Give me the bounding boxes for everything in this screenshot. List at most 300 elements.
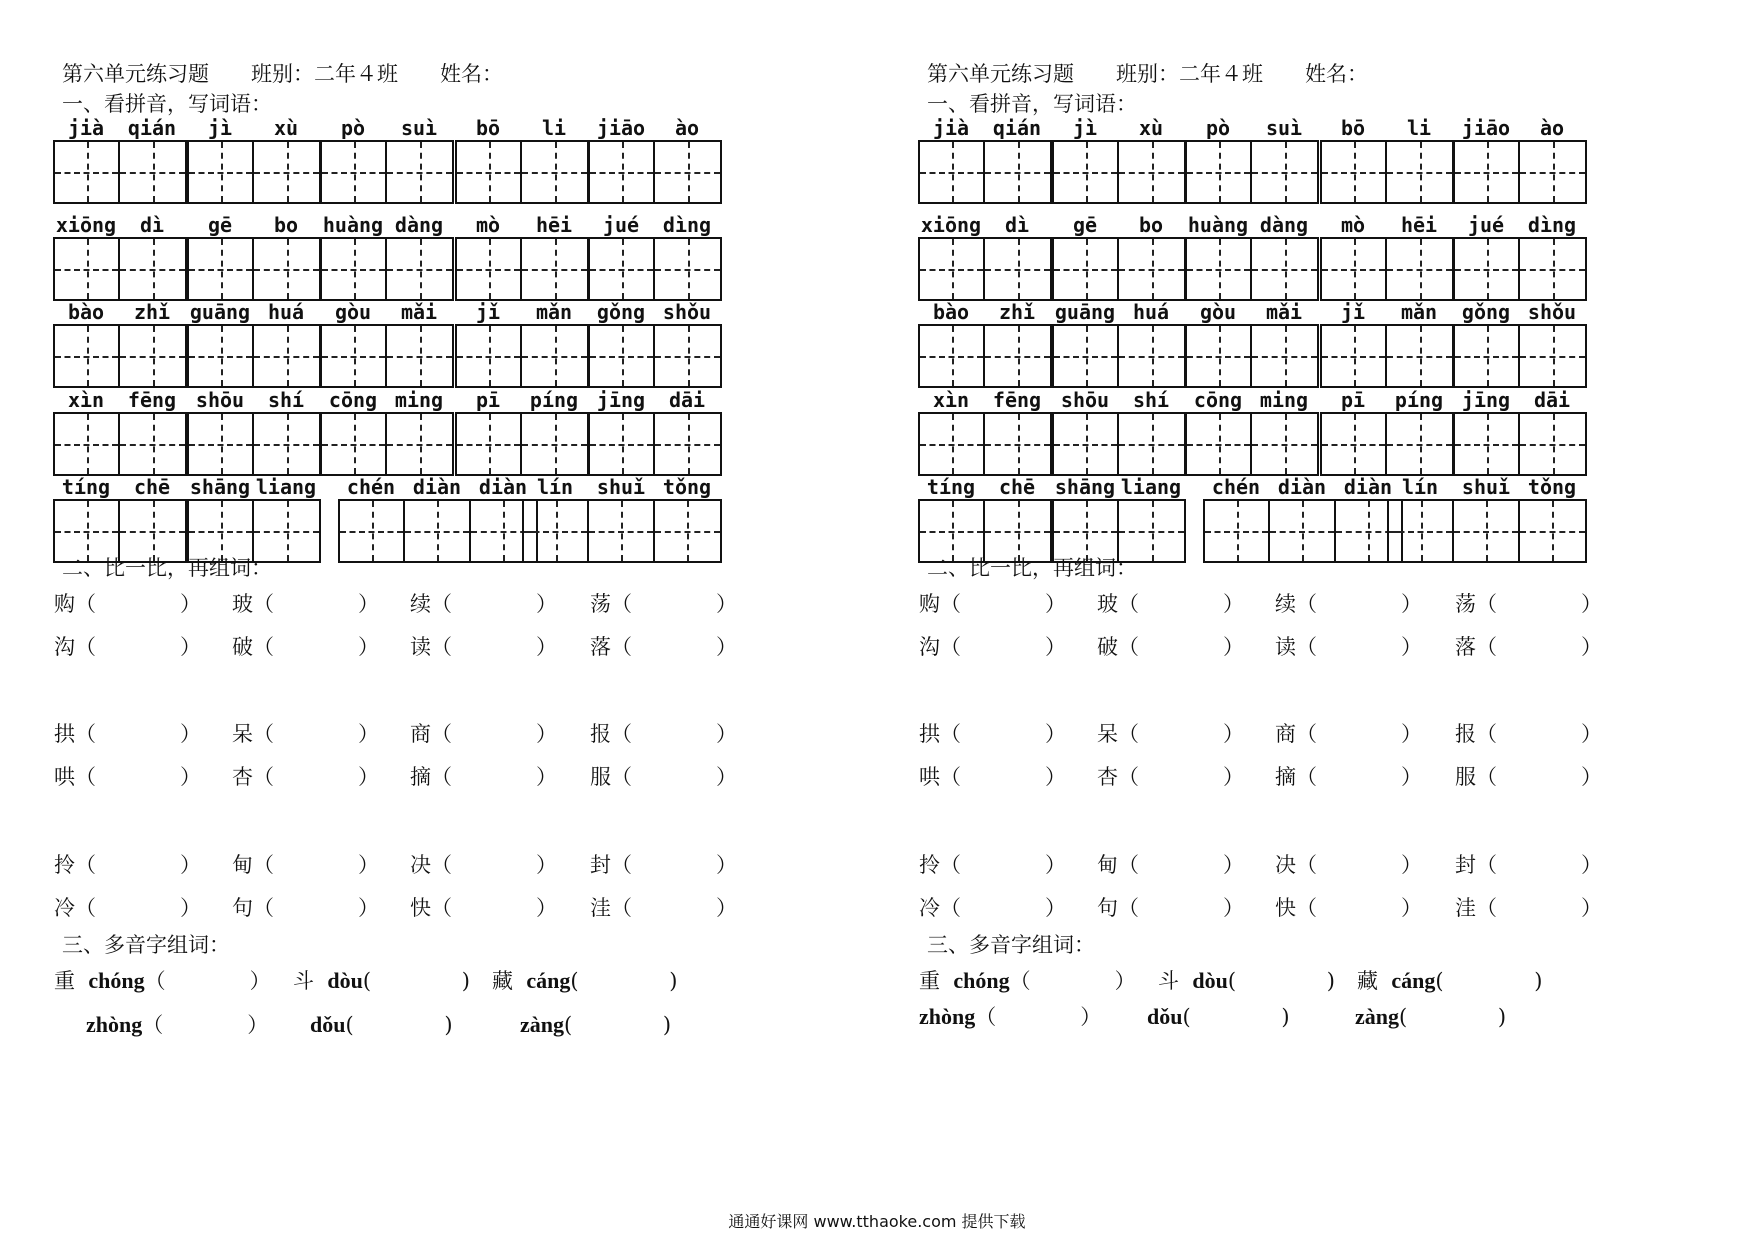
compare-item[interactable]: 甸（ ） <box>1097 853 1244 877</box>
pinyin-syllable: diàn <box>412 475 462 499</box>
compare-item[interactable]: 玻（ ） <box>1097 592 1244 616</box>
compare-row <box>919 631 1685 661</box>
tianzige-box[interactable] <box>1320 237 1454 301</box>
polyphone-row <box>919 965 1685 997</box>
pinyin-syllable: shuǐ <box>1461 475 1511 499</box>
tianzige-cell[interactable] <box>655 239 720 299</box>
header-class-label: 班别：二年４班 <box>1116 62 1263 86</box>
tianzige-cell[interactable] <box>590 142 655 202</box>
pinyin-syllable: gòu <box>334 300 372 324</box>
tianzige-cell[interactable] <box>1520 326 1585 386</box>
polyphone-blank: （ ） <box>144 969 271 993</box>
polyphone-char: 藏 <box>1357 969 1378 993</box>
pinyin-syllable: bo <box>273 213 299 237</box>
tianzige-cell[interactable] <box>1455 239 1520 299</box>
pinyin-syllable: jué <box>1467 213 1505 237</box>
tianzige-box[interactable] <box>1203 499 1403 563</box>
compare-row <box>919 761 1685 791</box>
tianzige-box[interactable] <box>1453 237 1587 301</box>
tianzige-box[interactable] <box>1387 499 1587 563</box>
pinyin-syllable: xìn <box>932 388 970 412</box>
pinyin-syllable: shāng <box>189 475 251 499</box>
pinyin-syllable: jǐ <box>1340 300 1366 324</box>
tianzige-box[interactable] <box>320 324 454 388</box>
tianzige-cell[interactable] <box>590 326 655 386</box>
footer-credit: 通通好课网 www.tthaoke.com 提供下载 <box>728 1212 1026 1231</box>
polyphone-blank: ( ) <box>570 969 678 993</box>
pinyin-syllable: shǒu <box>1527 300 1577 324</box>
compare-item[interactable]: 沟（ ） <box>54 635 201 659</box>
tianzige-cell[interactable] <box>1054 142 1119 202</box>
polyphone-pinyin: zàng <box>520 1012 564 1037</box>
polyphone-item[interactable] <box>1158 965 1335 995</box>
compare-item[interactable]: 破（ ） <box>1097 635 1244 659</box>
tianzige-cell[interactable] <box>1520 414 1585 474</box>
tianzige-cell[interactable] <box>1455 414 1520 474</box>
tianzige-cell[interactable] <box>1387 414 1452 474</box>
compare-item[interactable]: 拱（ ） <box>54 722 201 746</box>
tianzige-box[interactable] <box>1185 237 1319 301</box>
polyphone-char: 斗 <box>1158 969 1179 993</box>
pinyin-syllable: bō <box>1340 116 1366 140</box>
tianzige-cell[interactable] <box>120 239 185 299</box>
tianzige-box[interactable] <box>1453 412 1587 476</box>
tianzige-cell[interactable] <box>1054 326 1119 386</box>
tianzige-cell[interactable] <box>189 326 254 386</box>
tianzige-box[interactable] <box>1320 140 1454 204</box>
compare-item[interactable]: 冷（ ） <box>54 896 201 920</box>
pinyin-syllable: cōng <box>328 388 378 412</box>
compare-item[interactable]: 拱（ ） <box>919 722 1066 746</box>
tianzige-cell[interactable] <box>55 142 120 202</box>
tianzige-box[interactable] <box>588 412 722 476</box>
compare-item[interactable]: 落（ ） <box>590 635 737 659</box>
pinyin-syllable: cōng <box>1193 388 1243 412</box>
tianzige-cell[interactable] <box>522 142 587 202</box>
tianzige-box[interactable] <box>320 237 454 301</box>
polyphone-item[interactable] <box>293 965 470 995</box>
tianzige-cell[interactable] <box>55 239 120 299</box>
tianzige-box[interactable] <box>1320 324 1454 388</box>
pinyin-syllable: dìng <box>1527 213 1577 237</box>
polyphone-row <box>919 1001 1685 1033</box>
compare-item[interactable]: 破（ ） <box>232 635 379 659</box>
compare-item[interactable]: 洼（ ） <box>590 896 737 920</box>
tianzige-cell[interactable] <box>55 414 120 474</box>
worksheet-header <box>927 58 1410 88</box>
compare-item[interactable]: 决（ ） <box>1275 853 1422 877</box>
pinyin-syllable: xiōng <box>55 213 117 237</box>
tianzige-box[interactable] <box>918 140 1052 204</box>
tianzige-cell[interactable] <box>387 414 452 474</box>
pinyin-syllable: diàn <box>1277 475 1327 499</box>
tianzige-box[interactable] <box>187 412 321 476</box>
polyphone-row <box>60 1009 820 1041</box>
polyphone-blank: ( ) <box>362 969 470 993</box>
tianzige-box[interactable] <box>338 499 538 563</box>
compare-item[interactable]: 洼（ ） <box>1455 896 1602 920</box>
polyphone-pinyin: zàng <box>1355 1004 1399 1029</box>
pinyin-syllable: shāng <box>1054 475 1116 499</box>
compare-item[interactable]: 购（ ） <box>919 592 1066 616</box>
pinyin-syllable: shōu <box>195 388 245 412</box>
tianzige-cell[interactable] <box>254 142 319 202</box>
tianzige-box[interactable] <box>588 324 722 388</box>
pinyin-syllable: mǎi <box>1265 300 1303 324</box>
tianzige-cell[interactable] <box>1119 239 1184 299</box>
pinyin-syllable: suì <box>1265 116 1303 140</box>
pinyin-syllable: xù <box>1138 116 1164 140</box>
tianzige-cell[interactable] <box>55 326 120 386</box>
tianzige-cell[interactable] <box>920 142 985 202</box>
tianzige-cell[interactable] <box>120 414 185 474</box>
pinyin-syllable: shí <box>1132 388 1170 412</box>
pinyin-syllable: ming <box>394 388 444 412</box>
compare-item[interactable]: 封（ ） <box>1455 853 1602 877</box>
tianzige-box[interactable] <box>1453 324 1587 388</box>
pinyin-syllable: dāi <box>1533 388 1571 412</box>
compare-item[interactable]: 拎（ ） <box>919 853 1066 877</box>
pinyin-syllable: chén <box>346 475 396 499</box>
compare-item[interactable]: 荡（ ） <box>590 592 737 616</box>
pinyin-syllable: huá <box>1132 300 1170 324</box>
pinyin-syllable: mò <box>1340 213 1366 237</box>
pinyin-syllable: jīng <box>1461 388 1511 412</box>
tianzige-cell[interactable] <box>590 239 655 299</box>
pinyin-syllable: qián <box>992 116 1042 140</box>
polyphone-item[interactable] <box>310 1009 453 1039</box>
compare-item[interactable]: 报（ ） <box>590 722 737 746</box>
tianzige-cell[interactable] <box>985 142 1050 202</box>
pinyin-syllable: jīng <box>596 388 646 412</box>
compare-item[interactable]: 封（ ） <box>590 853 737 877</box>
tianzige-cell[interactable] <box>1252 142 1317 202</box>
tianzige-box[interactable] <box>53 412 187 476</box>
tianzige-cell[interactable] <box>1187 326 1252 386</box>
tianzige-cell[interactable] <box>655 326 720 386</box>
tianzige-box[interactable] <box>1320 412 1454 476</box>
tianzige-box[interactable] <box>918 237 1052 301</box>
pinyin-syllable: shí <box>267 388 305 412</box>
pinyin-syllable: tíng <box>926 475 976 499</box>
tianzige-cell[interactable] <box>524 501 589 561</box>
compare-item[interactable]: 快（ ） <box>410 896 557 920</box>
tianzige-cell[interactable] <box>655 142 720 202</box>
tianzige-cell[interactable] <box>1119 326 1184 386</box>
polyphone-item[interactable] <box>1357 965 1542 995</box>
compare-item[interactable]: 商（ ） <box>410 722 557 746</box>
compare-item[interactable]: 句（ ） <box>232 896 379 920</box>
tianzige-cell[interactable] <box>985 239 1050 299</box>
tianzige-box[interactable] <box>187 140 321 204</box>
tianzige-cell[interactable] <box>340 501 405 561</box>
compare-item[interactable]: 哄（ ） <box>919 765 1066 789</box>
compare-item[interactable]: 决（ ） <box>410 853 557 877</box>
pinyin-syllable: liang <box>1120 475 1182 499</box>
compare-item[interactable]: 哄（ ） <box>54 765 201 789</box>
tianzige-cell[interactable] <box>457 414 522 474</box>
tianzige-cell[interactable] <box>387 142 452 202</box>
tianzige-box[interactable] <box>455 237 589 301</box>
tianzige-cell[interactable] <box>522 239 587 299</box>
tianzige-cell[interactable] <box>1054 239 1119 299</box>
polyphone-item[interactable] <box>919 965 1136 995</box>
pinyin-syllable: ming <box>1259 388 1309 412</box>
tianzige-cell[interactable] <box>387 239 452 299</box>
tianzige-box[interactable] <box>522 499 722 563</box>
compare-item[interactable]: 落（ ） <box>1455 635 1602 659</box>
tianzige-cell[interactable] <box>1322 142 1387 202</box>
tianzige-box[interactable] <box>455 140 589 204</box>
compare-item[interactable]: 商（ ） <box>1275 722 1422 746</box>
polyphone-char: 藏 <box>492 969 513 993</box>
compare-item[interactable]: 续（ ） <box>1275 592 1422 616</box>
pinyin-syllable: tíng <box>61 475 111 499</box>
tianzige-cell[interactable] <box>189 414 254 474</box>
tianzige-cell[interactable] <box>920 326 985 386</box>
polyphone-item[interactable] <box>520 1009 671 1039</box>
compare-row <box>54 849 820 879</box>
tianzige-cell[interactable] <box>920 239 985 299</box>
polyphone-item[interactable] <box>86 1009 268 1039</box>
tianzige-cell[interactable] <box>655 414 720 474</box>
polyphone-item[interactable] <box>1147 1001 1290 1031</box>
tianzige-cell[interactable] <box>120 142 185 202</box>
header-name-label: 姓名： <box>1305 62 1368 86</box>
pinyin-syllable: chē <box>998 475 1036 499</box>
pinyin-syllable: zhǐ <box>998 300 1036 324</box>
polyphone-pinyin: chóng <box>953 968 1010 993</box>
tianzige-cell[interactable] <box>1252 414 1317 474</box>
pinyin-syllable: pò <box>340 116 366 140</box>
compare-item[interactable]: 报（ ） <box>1455 722 1602 746</box>
pinyin-syllable: gē <box>1072 213 1098 237</box>
pinyin-syllable: li <box>1406 116 1432 140</box>
polyphone-pinyin: cáng <box>1391 968 1436 993</box>
pinyin-syllable: dìng <box>662 213 712 237</box>
tianzige-cell[interactable] <box>1054 414 1119 474</box>
tianzige-box[interactable] <box>588 140 722 204</box>
pinyin-syllable: ào <box>1539 116 1565 140</box>
compare-row <box>919 718 1685 748</box>
tianzige-cell[interactable] <box>1252 239 1317 299</box>
tianzige-cell[interactable] <box>1205 501 1270 561</box>
tianzige-box[interactable] <box>1052 140 1186 204</box>
tianzige-cell[interactable] <box>1119 142 1184 202</box>
tianzige-box[interactable] <box>53 324 187 388</box>
section-2-title: 二、比一比，再组词： <box>62 556 272 580</box>
pinyin-syllable: jì <box>1072 116 1098 140</box>
pinyin-syllable: jué <box>602 213 640 237</box>
polyphone-item[interactable] <box>1355 1001 1506 1031</box>
compare-item[interactable]: 快（ ） <box>1275 896 1422 920</box>
header-name-label: 姓名： <box>440 62 503 86</box>
tianzige-cell[interactable] <box>254 414 319 474</box>
polyphone-blank: （ ） <box>142 1013 269 1037</box>
pinyin-syllable: gē <box>207 213 233 237</box>
polyphone-pinyin: cáng <box>526 968 571 993</box>
polyphone-item[interactable] <box>919 1001 1101 1031</box>
tianzige-cell[interactable] <box>1520 239 1585 299</box>
tianzige-cell[interactable] <box>1387 239 1452 299</box>
tianzige-cell[interactable] <box>589 501 654 561</box>
polyphone-item[interactable] <box>54 965 271 995</box>
compare-item[interactable]: 冷（ ） <box>919 896 1066 920</box>
compare-item[interactable]: 续（ ） <box>410 592 557 616</box>
tianzige-box[interactable] <box>1185 324 1319 388</box>
tianzige-box[interactable] <box>455 324 589 388</box>
compare-item[interactable]: 读（ ） <box>410 635 557 659</box>
tianzige-cell[interactable] <box>1454 501 1519 561</box>
pinyin-syllable: ào <box>674 116 700 140</box>
pinyin-syllable: xiōng <box>920 213 982 237</box>
tianzige-box[interactable] <box>320 140 454 204</box>
tianzige-cell[interactable] <box>120 326 185 386</box>
tianzige-cell[interactable] <box>1520 501 1585 561</box>
compare-item[interactable]: 拎（ ） <box>54 853 201 877</box>
compare-row <box>54 761 820 791</box>
compare-item[interactable]: 呆（ ） <box>1097 722 1244 746</box>
pinyin-syllable: jǐ <box>475 300 501 324</box>
tianzige-cell[interactable] <box>254 326 319 386</box>
tianzige-cell[interactable] <box>457 239 522 299</box>
tianzige-box[interactable] <box>455 412 589 476</box>
tianzige-box[interactable] <box>588 237 722 301</box>
tianzige-cell[interactable] <box>1119 414 1184 474</box>
tianzige-box[interactable] <box>1185 140 1319 204</box>
compare-item[interactable]: 摘（ ） <box>410 765 557 789</box>
tianzige-box[interactable] <box>1052 412 1186 476</box>
pinyin-syllable: jià <box>67 116 105 140</box>
tianzige-box[interactable] <box>187 237 321 301</box>
tianzige-cell[interactable] <box>457 142 522 202</box>
tianzige-cell[interactable] <box>1387 142 1452 202</box>
tianzige-box[interactable] <box>918 324 1052 388</box>
worksheet-header <box>62 58 545 88</box>
pinyin-syllable: bào <box>932 300 970 324</box>
polyphone-blank: ( ) <box>1435 969 1543 993</box>
polyphone-blank: ( ) <box>1182 1005 1290 1029</box>
tianzige-cell[interactable] <box>522 326 587 386</box>
compare-item[interactable]: 杏（ ） <box>1097 765 1244 789</box>
tianzige-cell[interactable] <box>1322 326 1387 386</box>
tianzige-cell[interactable] <box>1520 142 1585 202</box>
pinyin-syllable: qián <box>127 116 177 140</box>
section-1-title: 一、看拼音，写词语： <box>62 92 272 116</box>
tianzige-cell[interactable] <box>254 239 319 299</box>
tianzige-cell[interactable] <box>1455 326 1520 386</box>
tianzige-cell[interactable] <box>457 326 522 386</box>
polyphone-pinyin: zhòng <box>919 1004 976 1029</box>
tianzige-cell[interactable] <box>1187 142 1252 202</box>
tianzige-cell[interactable] <box>1387 326 1452 386</box>
pinyin-syllable: bo <box>1138 213 1164 237</box>
pinyin-syllable: fēng <box>127 388 177 412</box>
compare-row <box>919 849 1685 879</box>
tianzige-box[interactable] <box>1052 237 1186 301</box>
compare-item[interactable]: 荡（ ） <box>1455 592 1602 616</box>
tianzige-cell[interactable] <box>387 326 452 386</box>
compare-item[interactable]: 购（ ） <box>54 592 201 616</box>
tianzige-cell[interactable] <box>322 239 387 299</box>
tianzige-cell[interactable] <box>985 326 1050 386</box>
tianzige-cell[interactable] <box>1270 501 1335 561</box>
tianzige-box[interactable] <box>1052 324 1186 388</box>
pinyin-syllable: diàn <box>478 475 528 499</box>
polyphone-blank: （ ） <box>975 1005 1102 1029</box>
pinyin-syllable: mǎn <box>1400 300 1438 324</box>
compare-item[interactable]: 句（ ） <box>1097 896 1244 920</box>
tianzige-cell[interactable] <box>1322 414 1387 474</box>
tianzige-cell[interactable] <box>189 142 254 202</box>
tianzige-cell[interactable] <box>522 414 587 474</box>
polyphone-blank: （ ） <box>1009 969 1136 993</box>
tianzige-cell[interactable] <box>322 142 387 202</box>
tianzige-box[interactable] <box>53 237 187 301</box>
tianzige-cell[interactable] <box>590 414 655 474</box>
pinyin-syllable: jiāo <box>596 116 646 140</box>
compare-item[interactable]: 玻（ ） <box>232 592 379 616</box>
section-3-title: 三、多音字组词： <box>62 933 230 957</box>
polyphone-pinyin: chóng <box>88 968 145 993</box>
tianzige-box[interactable] <box>53 140 187 204</box>
tianzige-cell[interactable] <box>405 501 470 561</box>
tianzige-box[interactable] <box>918 412 1052 476</box>
pinyin-syllable: jiāo <box>1461 116 1511 140</box>
pinyin-syllable: tǒng <box>1527 475 1577 499</box>
tianzige-cell[interactable] <box>322 414 387 474</box>
tianzige-cell[interactable] <box>985 414 1050 474</box>
tianzige-cell[interactable] <box>189 239 254 299</box>
tianzige-cell[interactable] <box>1322 239 1387 299</box>
compare-item[interactable]: 杏（ ） <box>232 765 379 789</box>
compare-item[interactable]: 读（ ） <box>1275 635 1422 659</box>
tianzige-cell[interactable] <box>322 326 387 386</box>
pinyin-syllable: gǒng <box>596 300 646 324</box>
section-1-title: 一、看拼音，写词语： <box>927 92 1137 116</box>
pinyin-syllable: pī <box>1340 388 1366 412</box>
tianzige-box[interactable] <box>1453 140 1587 204</box>
pinyin-syllable: li <box>541 116 567 140</box>
polyphone-pinyin: dòu <box>1192 968 1228 993</box>
pinyin-syllable: bào <box>67 300 105 324</box>
pinyin-syllable: tǒng <box>662 475 712 499</box>
compare-row <box>54 588 820 618</box>
tianzige-box[interactable] <box>187 324 321 388</box>
tianzige-cell[interactable] <box>1187 414 1252 474</box>
compare-item[interactable]: 呆（ ） <box>232 722 379 746</box>
tianzige-cell[interactable] <box>1252 326 1317 386</box>
tianzige-cell[interactable] <box>1455 142 1520 202</box>
compare-item[interactable]: 摘（ ） <box>1275 765 1422 789</box>
tianzige-cell[interactable] <box>1187 239 1252 299</box>
compare-item[interactable]: 甸（ ） <box>232 853 379 877</box>
tianzige-cell[interactable] <box>1389 501 1454 561</box>
pinyin-syllable: suì <box>400 116 438 140</box>
section-3-title: 三、多音字组词： <box>927 933 1095 957</box>
compare-item[interactable]: 沟（ ） <box>919 635 1066 659</box>
compare-item[interactable]: 服（ ） <box>590 765 737 789</box>
pinyin-syllable: huàng <box>322 213 384 237</box>
polyphone-item[interactable] <box>492 965 677 995</box>
polyphone-pinyin: zhòng <box>86 1012 143 1037</box>
pinyin-syllable: zhǐ <box>133 300 171 324</box>
tianzige-cell[interactable] <box>920 414 985 474</box>
tianzige-box[interactable] <box>1185 412 1319 476</box>
tianzige-box[interactable] <box>320 412 454 476</box>
compare-item[interactable]: 服（ ） <box>1455 765 1602 789</box>
tianzige-cell[interactable] <box>655 501 720 561</box>
